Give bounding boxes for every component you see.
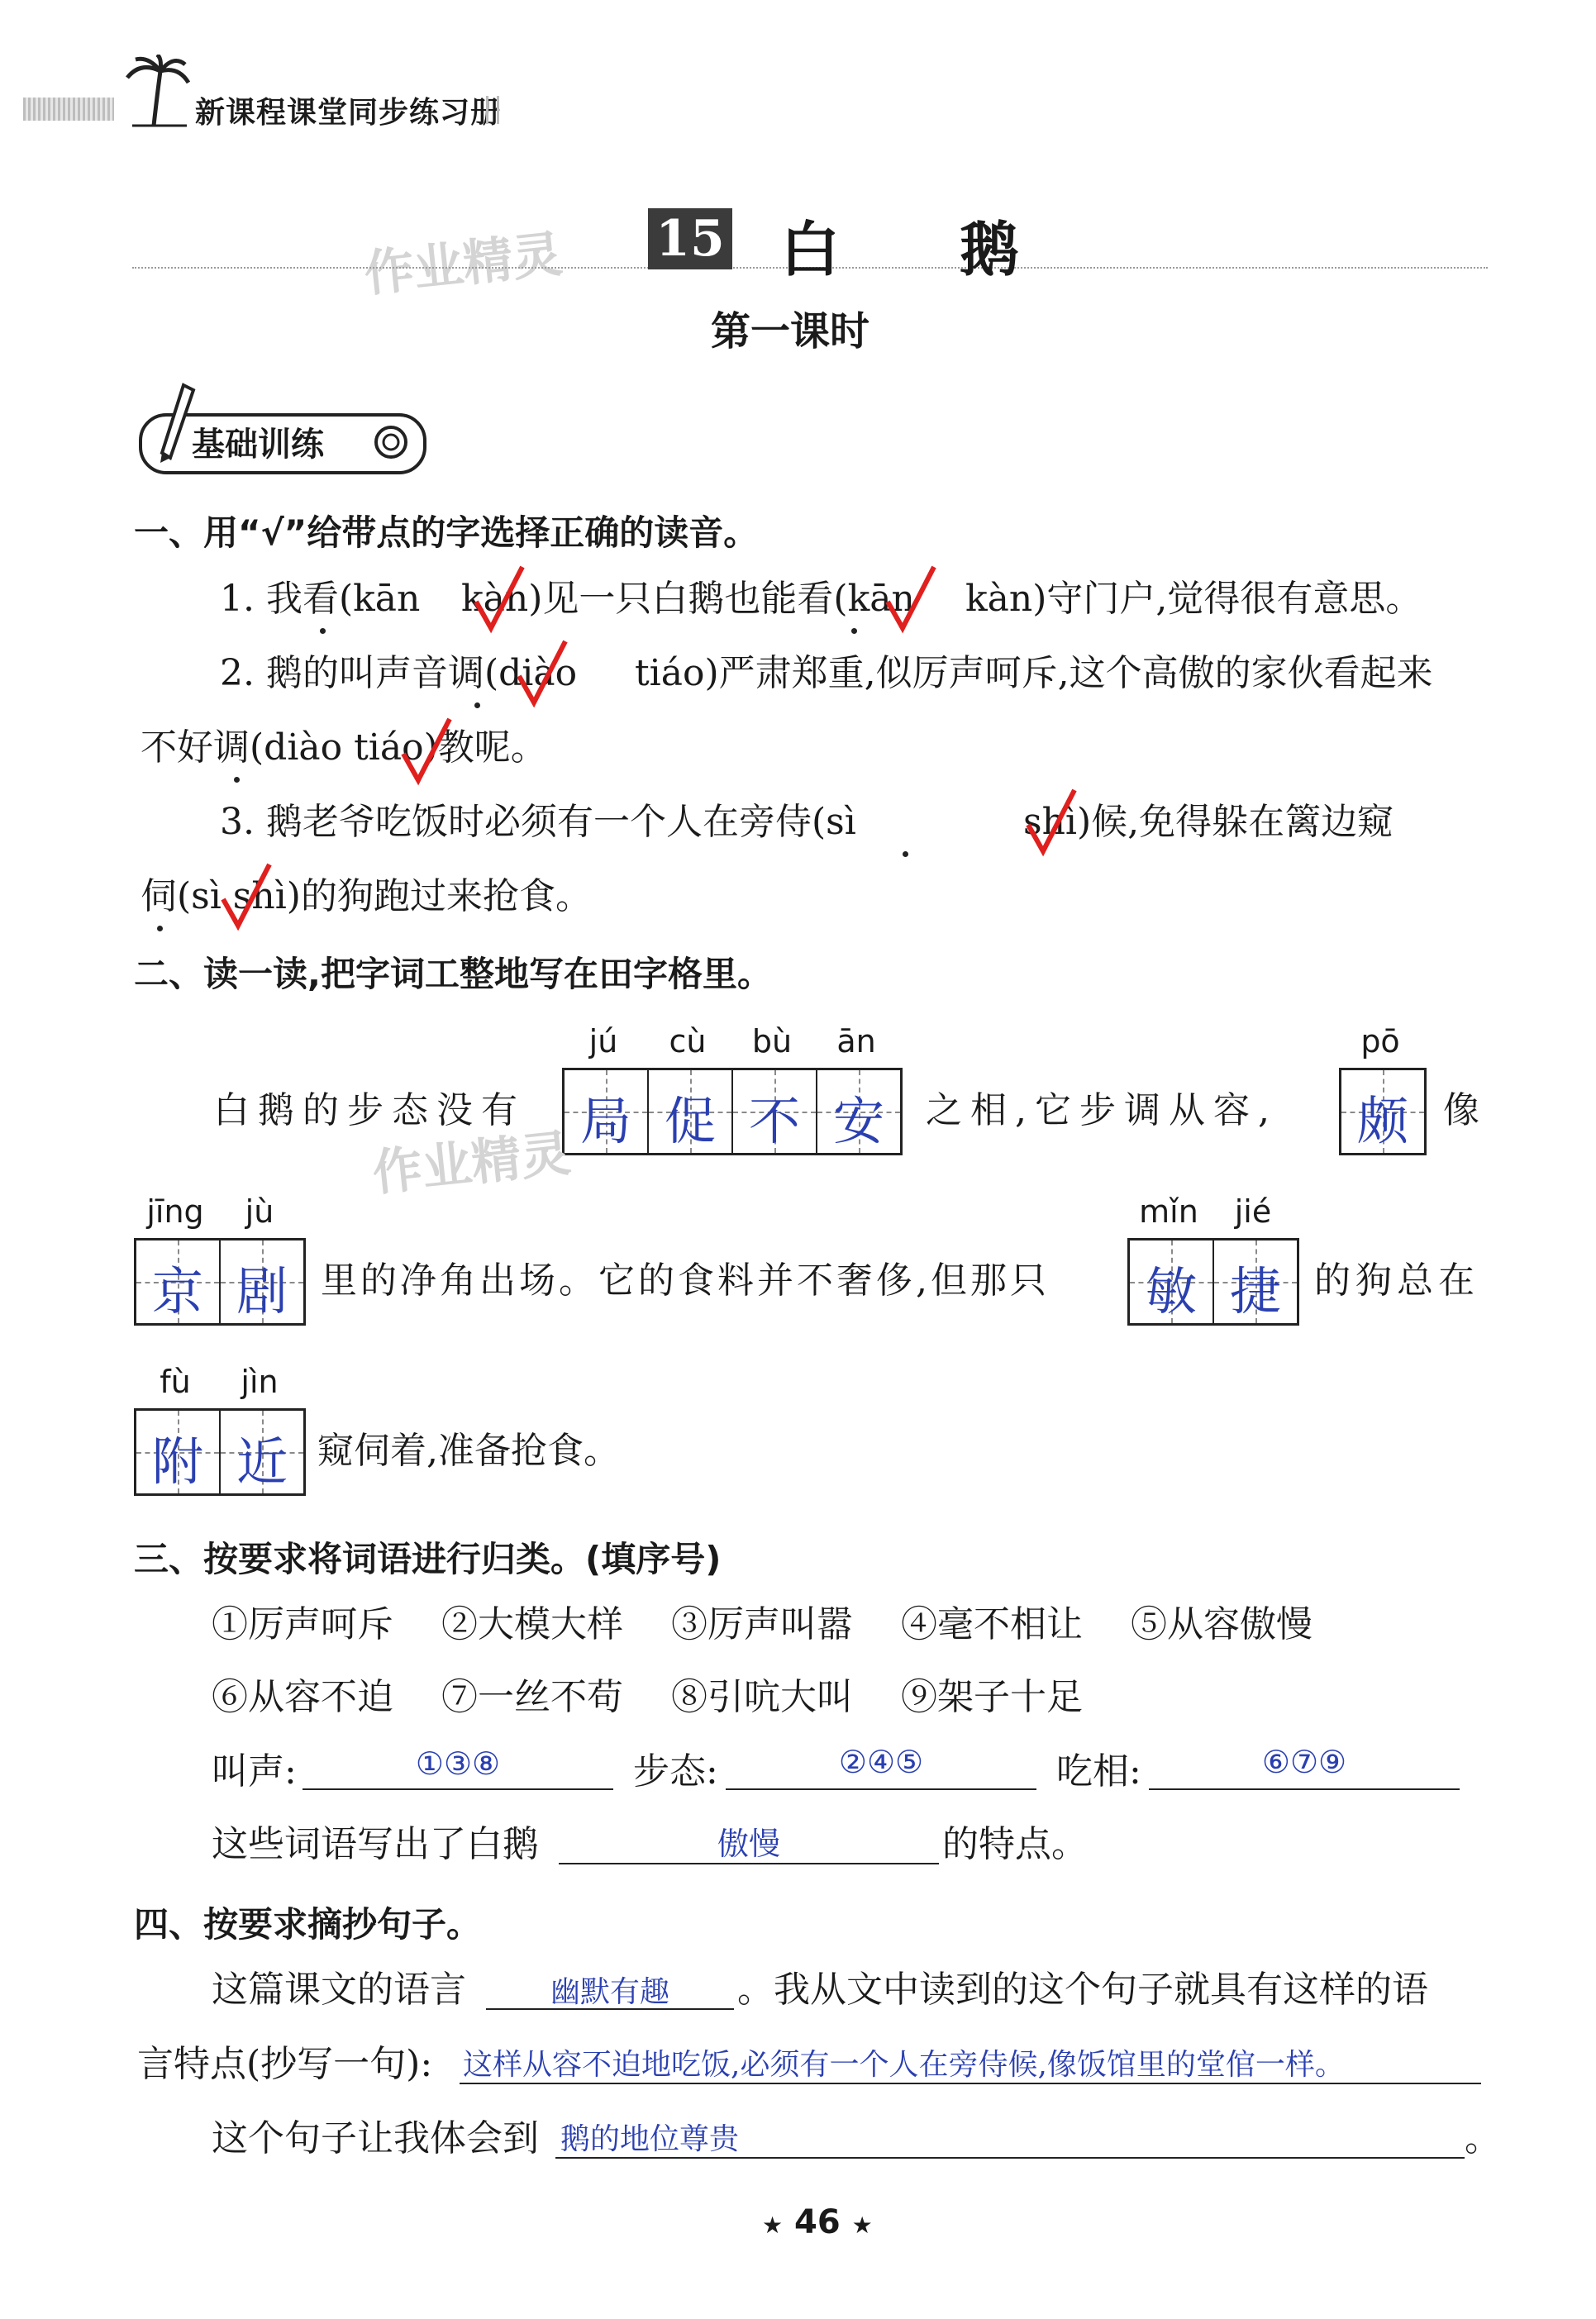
pinyin: ān — [836, 1023, 876, 1060]
star-icon: ★ — [762, 2212, 784, 2239]
emphasis-dot — [320, 628, 326, 634]
answer-text: ①③⑧ — [415, 1745, 501, 1782]
lesson-subtitle: 第一课时 — [711, 308, 870, 355]
q3-word: ⑧引吭大叫 — [671, 1676, 853, 1718]
q3-word: ⑨架子十足 — [901, 1676, 1083, 1718]
pinyin: jú — [588, 1023, 618, 1060]
q3-word: ⑥从容不迫 — [212, 1676, 393, 1718]
q3-heading: 三、按要求将词语进行归类。(填序号) — [134, 1539, 722, 1579]
q3-word: ④毫不相让 — [901, 1603, 1083, 1645]
answer-text: ②④⑤ — [838, 1744, 924, 1780]
answer-line[interactable] — [303, 1788, 613, 1790]
q1-line1a: 1. 我看(kān — [220, 578, 421, 620]
writing-grid[interactable] — [134, 1408, 306, 1496]
q3-word: ①厉声呵斥 — [212, 1603, 393, 1645]
target-icon — [372, 423, 410, 461]
q4-line3b: 。 — [1465, 2117, 1501, 2159]
q1-line3: 不好调(diào tiáo)教呢。 — [141, 726, 547, 769]
pinyin: jīng — [146, 1193, 204, 1230]
q3-label: 吃相: — [1056, 1750, 1141, 1793]
q3-word: ③厉声叫嚣 — [671, 1603, 853, 1645]
check-mark-icon — [514, 636, 572, 711]
page-number — [762, 2203, 873, 2241]
check-mark-icon — [218, 860, 276, 934]
writing-grid[interactable] — [1339, 1068, 1427, 1155]
check-mark-icon — [471, 562, 529, 636]
answer-text: ⑥⑦⑨ — [1261, 1744, 1347, 1780]
grid-char: 附 — [151, 1431, 203, 1492]
q3-label: 叫声: — [212, 1750, 297, 1793]
pinyin: mǐn — [1139, 1193, 1198, 1230]
q4-heading: 四、按要求摘抄句子。 — [134, 1904, 482, 1945]
writing-grid[interactable] — [1127, 1238, 1299, 1326]
grid-char: 敏 — [1145, 1261, 1197, 1321]
pencil-icon — [155, 382, 197, 464]
star-icon: ★ — [851, 2212, 873, 2239]
q4-line2a: 言特点(抄写一句): — [137, 2043, 433, 2085]
watermark: 作业精灵 — [369, 1124, 574, 1203]
pinyin: cù — [669, 1023, 707, 1060]
answer-text: 傲慢 — [717, 1826, 780, 1862]
check-mark-icon — [398, 714, 456, 788]
emphasis-dot — [234, 777, 240, 783]
q1-line2b: tiáo)严肃郑重,似厉声呵斥,这个高傲的家伙看起来 — [635, 652, 1433, 694]
q1-line5: 伺(sì shì)的狗跑过来抢食。 — [141, 875, 592, 917]
check-mark-icon — [883, 562, 941, 636]
answer-text: 鹅的地位尊贵 — [560, 2122, 740, 2156]
lesson-number: 15 — [648, 208, 732, 269]
q2-text5: 的狗总在 — [1314, 1259, 1479, 1302]
pinyin: pō — [1360, 1023, 1400, 1060]
q1-heading: 一、用“√”给带点的字选择正确的读音。 — [134, 512, 759, 553]
pinyin: bù — [751, 1023, 793, 1060]
q3-line4a: 这些词语写出了白鹅 — [212, 1823, 539, 1865]
answer-text: 这样从容不迫地吃饭,必须有一个人在旁侍候,像饭馆里的堂倌一样。 — [463, 2048, 1345, 2082]
pinyin: jù — [245, 1193, 274, 1230]
lesson-title: 白 鹅 — [780, 214, 1070, 284]
grid-char: 局 — [579, 1091, 631, 1151]
pinyin: fù — [160, 1364, 191, 1400]
emphasis-dot — [157, 926, 163, 931]
writing-grid[interactable] — [562, 1068, 903, 1155]
header-separator — [486, 96, 499, 124]
writing-grid[interactable] — [134, 1238, 306, 1326]
q1-line2a: 2. 鹅的叫声音调(diào — [220, 652, 578, 694]
q2-text1: 白鹅的步态没有 — [213, 1089, 526, 1131]
q3-word: ⑤从容傲慢 — [1131, 1603, 1313, 1645]
grid-char: 京 — [151, 1261, 203, 1321]
q3-label: 步态: — [633, 1750, 718, 1793]
emphasis-dot — [851, 628, 857, 634]
grid-char: 促 — [664, 1091, 716, 1151]
check-mark-icon — [1023, 785, 1081, 860]
grid-char: 剧 — [236, 1261, 288, 1321]
q4-line3a: 这个句子让我体会到 — [212, 2117, 539, 2159]
q2-text3: 像 — [1443, 1089, 1479, 1131]
emphasis-dot — [903, 851, 908, 857]
answer-line[interactable] — [726, 1788, 1036, 1790]
q3-word: ⑦一丝不苟 — [441, 1676, 623, 1718]
q3-line4b: 的特点。 — [942, 1823, 1088, 1865]
grid-char: 近 — [236, 1431, 288, 1492]
q1-line4a: 3. 鹅老爷吃饭时必须有一个人在旁侍(sì — [220, 801, 856, 843]
page-number-value: 46 — [794, 2203, 841, 2241]
q2-text6: 窥伺着,准备抢食。 — [317, 1430, 620, 1472]
grid-char: 颇 — [1356, 1091, 1408, 1151]
answer-text: 幽默有趣 — [550, 1975, 669, 2009]
pinyin: jié — [1234, 1193, 1272, 1230]
q1-line1b: kàn)见一只白鹅也能看(kān — [461, 578, 915, 620]
emphasis-dot — [474, 702, 480, 708]
q3-word: ②大模大样 — [441, 1603, 623, 1645]
q2-heading: 二、读一读,把字词工整地写在田字格里。 — [134, 954, 772, 994]
q1-line4b: shì)候,免得躲在篱边窥 — [1023, 801, 1394, 843]
q2-text2: 之相,它步调从容, — [926, 1089, 1278, 1131]
book-title: 新课程课堂同步练习册 — [195, 95, 502, 130]
grid-char: 安 — [832, 1091, 884, 1151]
q1-line1c: kàn)守门户,觉得很有意思。 — [965, 578, 1422, 620]
grid-char: 不 — [748, 1091, 800, 1151]
grid-char: 捷 — [1229, 1261, 1281, 1321]
q4-line1a: 这篇课文的语言 — [212, 1969, 466, 2011]
answer-line[interactable] — [1149, 1788, 1460, 1790]
header-decoration — [23, 98, 114, 121]
q4-line1b: 。我从文中读到的这个句子就具有这样的语 — [737, 1969, 1428, 2011]
watermark: 作业精灵 — [361, 225, 565, 304]
q2-text4: 里的净角出场。它的食料并不奢侈,但那只 — [321, 1259, 1050, 1302]
section-label: 基础训练 — [192, 426, 324, 464]
palm-tree-icon — [124, 55, 190, 129]
pinyin: jìn — [241, 1364, 279, 1400]
